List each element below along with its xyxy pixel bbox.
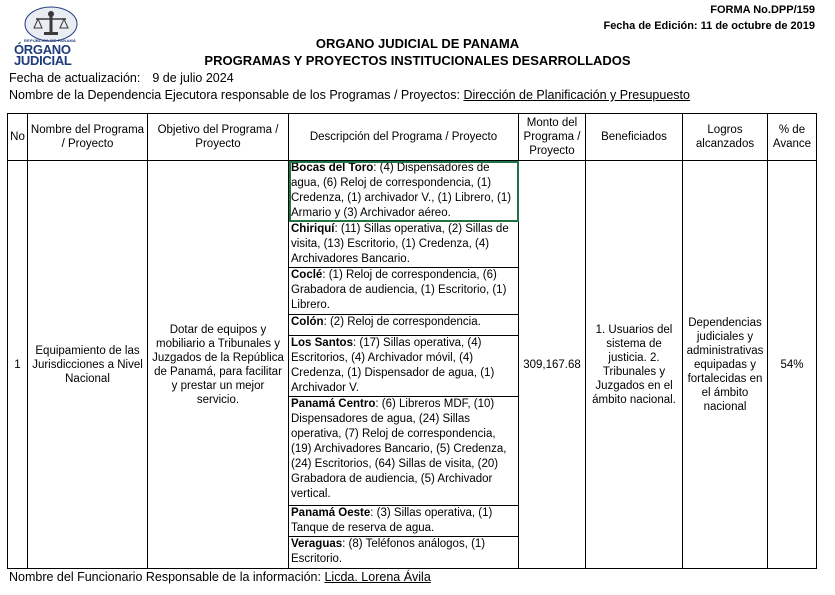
header-nombre[interactable]: Nombre del Programa / Proyecto: [28, 114, 148, 161]
logo-line2: JUDICIAL: [14, 53, 72, 68]
header-avance[interactable]: % de Avance: [768, 114, 817, 161]
responsible-official: [9, 570, 431, 584]
header-no[interactable]: No: [8, 114, 28, 161]
region-name: Colón: [291, 316, 324, 328]
responsible-unit: [9, 88, 690, 102]
responsible-unit-label: Nombre de la Dependencia Ejecutora responsable de los Programas / Proyectos:: [9, 88, 460, 102]
region-name: Panamá Oeste: [291, 507, 371, 519]
logo-line1: ÓRGANO: [14, 42, 71, 57]
region-name: Bocas del Toro: [291, 162, 374, 174]
document-title: ORGANO JUDICIAL DE PANAMA: [315, 36, 520, 51]
region-name: Veraguas: [291, 538, 343, 550]
header-logros[interactable]: Logros alcanzados: [683, 114, 768, 161]
cell-descripcion-colon[interactable]: [289, 315, 519, 336]
cell-beneficiados[interactable]: 1. Usuarios del sistema de justicia. 2. Tribunales y Juzgados en el ámbito nacional.: [586, 161, 683, 569]
update-date-value: 9 de julio 2024: [152, 71, 234, 85]
region-name: Los Santos: [291, 337, 353, 349]
cell-monto[interactable]: 309,167.68: [519, 161, 586, 569]
cell-logros[interactable]: Dependencias judiciales y administrativas equipadas y fortalecidas en el ámbito nacional: [683, 161, 768, 569]
header-beneficiados[interactable]: Beneficiados: [586, 114, 683, 161]
header-monto[interactable]: Monto del Programa / Proyecto: [519, 114, 586, 161]
cell-descripcion-los-santos[interactable]: [289, 336, 519, 397]
responsible-official-label: Nombre del Funcionario Responsable de la información:: [9, 570, 321, 584]
programs-table: [7, 113, 817, 569]
table-header-row: [8, 114, 817, 161]
document-subtitle: PROGRAMAS Y PROYECTOS INSTITUCIONALES DESARROLLADOS: [204, 53, 631, 68]
region-items: : (8) Teléfonos análogos, (1) Escritorio.: [291, 538, 486, 565]
region-items: : (6) Libreros MDF, (10) Dispensadores de agua, (24) Sillas operativa, (7) Reloj de correspondencia, (19) Archivadores Bancario, (5) Credenza, (24) Escritorios, (64) Sillas de visita, (20) Grabadora de audiencia, (5) Archivador vertical.: [291, 398, 507, 500]
cell-descripcion-panama-centro[interactable]: [289, 397, 519, 506]
form-number: FORMA No.DPP/159: [710, 4, 815, 16]
region-items: : (4) Dispensadores de agua, (6) Reloj de correspondencia, (1) Credenza, (1) archivador V., (1) Librero, (1) Armario y (3) Archivador aéreo.: [291, 162, 512, 219]
region-items: : (17) Sillas operativa, (4) Escritorios, (4) Archivador móvil, (4) Credenza, (1) Dispensador de agua, (1) Archivador V.: [291, 337, 495, 394]
region-items: : (2) Reloj de correspondencia.: [323, 316, 481, 328]
cell-descripcion-chiriqui[interactable]: [289, 222, 519, 268]
responsible-unit-value: Dirección de Planificación y Presupuesto: [463, 88, 690, 102]
logo-country-text: REPÚBLICA DE PANAMÁ: [24, 38, 77, 43]
region-name: Panamá Centro: [291, 398, 376, 410]
table-row: [8, 161, 817, 222]
region-items: : (1) Reloj de correspondencia, (6) Grabadora de audiencia, (1) Escritorio, (1) Librero.: [291, 269, 507, 311]
update-date-label: Fecha de actualización:: [9, 71, 141, 85]
region-name: Chiriquí: [291, 223, 335, 235]
region-items: : (11) Sillas operativa, (2) Sillas de visita, (13) Escritorio, (1) Credenza, (4) Archivadores Bancario.: [291, 223, 509, 265]
update-date: [9, 71, 234, 85]
edition-date: Fecha de Edición: 11 de octubre de 2019: [603, 20, 815, 32]
cell-no[interactable]: 1: [8, 161, 28, 569]
responsible-official-value: Licda. Lorena Ávila: [324, 570, 431, 584]
header-descripcion[interactable]: Descripción del Programa / Proyecto: [289, 114, 519, 161]
header-objetivo[interactable]: Objetivo del Programa / Proyecto: [148, 114, 289, 161]
cell-descripcion-bocas-del-toro[interactable]: [289, 161, 519, 222]
cell-descripcion-panama-oeste[interactable]: [289, 506, 519, 537]
cell-avance[interactable]: 54%: [768, 161, 817, 569]
region-name: Coclé: [291, 269, 323, 281]
cell-descripcion-veraguas[interactable]: [289, 537, 519, 569]
region-items: : (3) Sillas operativa, (1) Tanque de reserva de agua.: [291, 507, 493, 534]
cell-nombre[interactable]: Equipamiento de las Jurisdicciones a Nivel Nacional: [28, 161, 148, 569]
cell-objetivo[interactable]: Dotar de equipos y mobiliario a Tribunales y Juzgados de la República de Panamá, para facilitar y prestar un mejor servicio.: [148, 161, 289, 569]
cell-descripcion-cocle[interactable]: [289, 268, 519, 315]
